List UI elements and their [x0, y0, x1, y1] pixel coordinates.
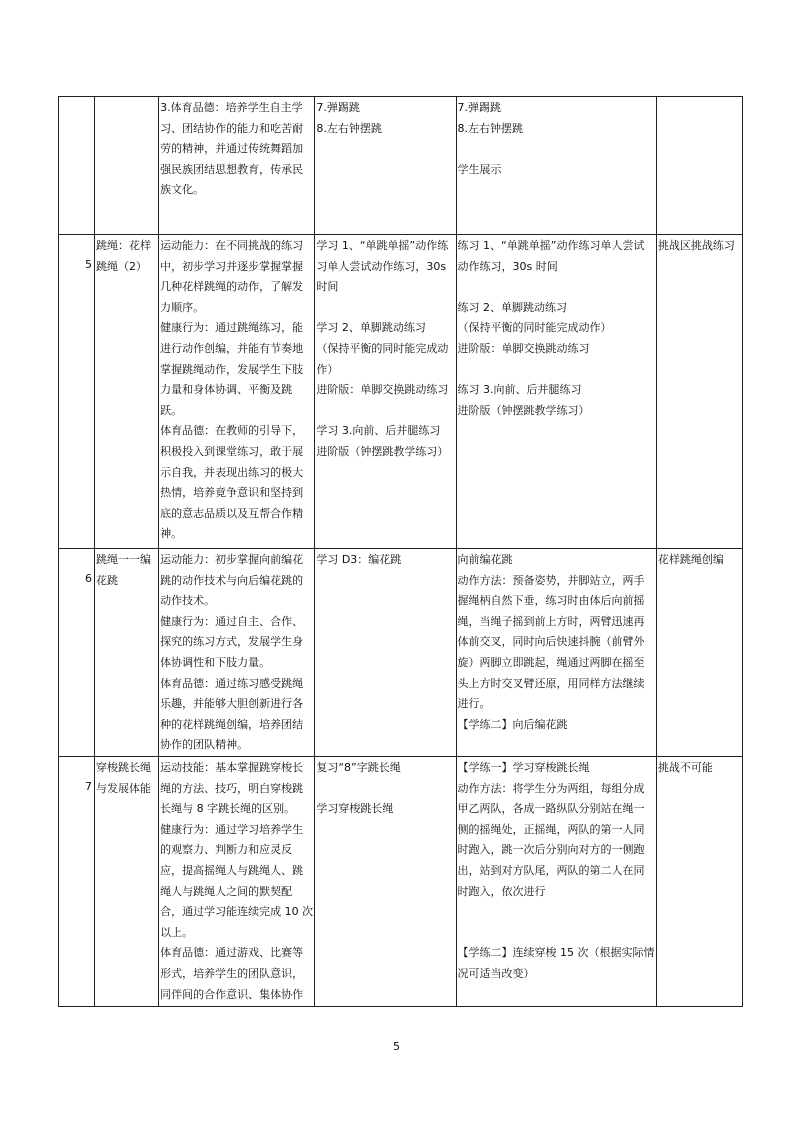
lesson-content-cell: 复习“8”字跳长绳 学习穿梭跳长绳 [315, 757, 456, 1007]
lesson-content-cell: 7.弹踢跳 8.左右钟摆跳 [315, 97, 456, 235]
lesson-title-cell: 穿梭跳长绳与发展体能 [95, 757, 159, 1007]
remark-cell: 花样跳绳创编 [656, 549, 742, 757]
lesson-number-cell: 5 [59, 235, 95, 549]
table-row [59, 97, 743, 235]
teaching-method-cell: 【学练一】学习穿梭跳长绳 动作方法：将学生分为两组，每组分成甲乙两队，各成一路纵队分别站在绳一侧的摇绳处，正摇绳，两队的第一人同时跑入，跳一次后分别向对方的一侧跑出，站到对方队尾，两队的第二人在同时跑入，依次进行 【学练二】连续穿梭 15 次（根据实际情况可适当改变） [456, 757, 656, 1007]
lesson-plan-table [58, 96, 743, 1007]
lesson-number-cell: 6 [59, 549, 95, 757]
page-number: 5 [393, 1040, 400, 1053]
learning-goals-cell: 运动能力：初步掌握向前编花跳的动作技术与向后编花跳的动作技术。 健康行为：通过自主、合作、探究的练习方式，发展学生身体协调性和下肢力量。 体育品德：通过练习感受跳绳乐趣，并能够大胆创新进行各种的花样跳绳创编，培养团结协作的团队精神。 [159, 549, 315, 757]
table-row [59, 757, 743, 1007]
remark-cell [656, 97, 742, 235]
learning-goals-cell: 3.体育品德：培养学生自主学习、团结协作的能力和吃苦耐劳的精神，并通过传统舞蹈加强民族团结思想教育，传承民族文化。 [159, 97, 315, 235]
teaching-method-cell: 7.弹踢跳 8.左右钟摆跳 学生展示 [456, 97, 656, 235]
teaching-method-cell: 向前编花跳 动作方法：预备姿势，并脚站立，两手握绳柄自然下垂，练习时由体后向前摇绳，当绳子摇到前上方时，两臂迅速再体前交叉，同时向后快速抖腕（前臂外旋）两脚立即跳起，绳通过两脚在摇至头上方时交叉臂还原，用同样方法继续进行。 【学练二】向后编花跳 [456, 549, 656, 757]
remark-cell: 挑战区挑战练习 [656, 235, 742, 549]
learning-goals-cell: 运动能力：在不同挑战的练习中，初步学习并逐步掌握掌握几种花样跳绳的动作，了解发力顺序。 健康行为：通过跳绳练习，能进行动作创编，并能有节奏地掌握跳绳动作，发展学生下肢力量和身体协调、平衡及跳跃。 体育品德：在教师的引导下，积极投入到课堂练习，敢于展示自我，并表现出练习的极大热情，培养竟争意识和坚持到底的意志品质以及互帮合作精神。 [159, 235, 315, 549]
lesson-number-cell [59, 97, 95, 235]
lesson-title-cell: 跳绳一一编花跳 [95, 549, 159, 757]
lesson-number-cell: 7 [59, 757, 95, 1007]
learning-goals-cell: 运动技能：基本掌握跳穿梭长绳的方法、技巧，明白穿梭跳长绳与 8 字跳长绳的区别。 健康行为：通过学习培养学生的观察力、判断力和应灵反应，提高摇绳人与跳绳人、跳绳人与跳绳人之间的默契配合，通过学习能连续完成 10 次以上。 体育品德：通过游戏、比赛等形式，培养学生的团队意识，同伴间的合作意识、集体协作 [159, 757, 315, 1007]
table-row [59, 549, 743, 757]
lesson-content-cell: 学习 1、“单跳单摇”动作练习单人尝试动作练习，30s 时间 学习 2、单脚跳动练习 （保持平衡的同时能完成动作） 进阶版：单脚交换跳动练习 学习 3.向前、后并腿练习 进阶版（钟摆跳教学练习） [315, 235, 456, 549]
table-row [59, 235, 743, 549]
lesson-title-cell: 跳绳：花样跳绳（2） [95, 235, 159, 549]
remark-cell: 挑战不可能 [656, 757, 742, 1007]
teaching-method-cell: 练习 1、“单跳单摇”动作练习单人尝试动作练习，30s 时间 练习 2、单脚跳动练习 （保持平衡的同时能完成动作） 进阶版：单脚交换跳动练习 练习 3.向前、后并腿练习 进阶版（钟摆跳教学练习） [456, 235, 656, 549]
lesson-content-cell: 学习 D3：编花跳 [315, 549, 456, 757]
lesson-title-cell [95, 97, 159, 235]
